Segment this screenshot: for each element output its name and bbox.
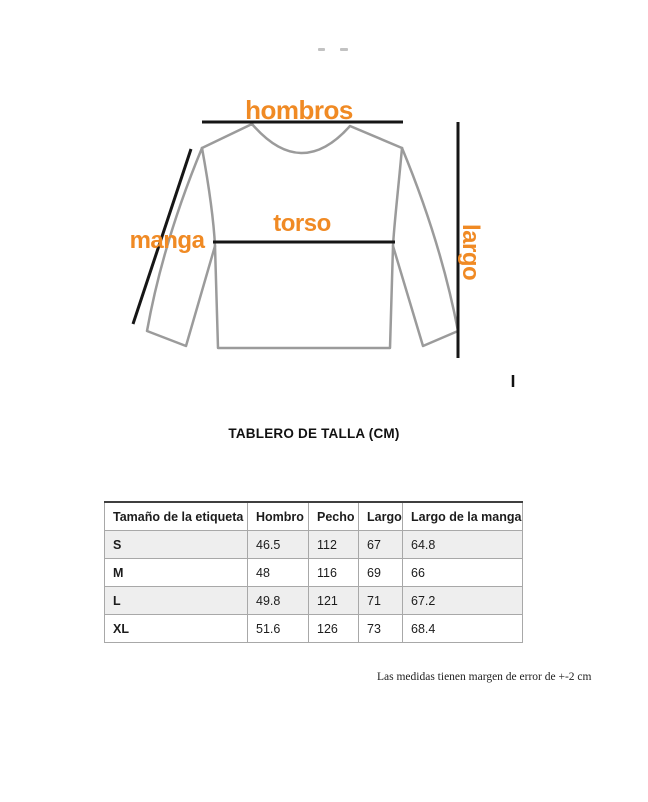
cell-chest: 126: [309, 615, 359, 643]
column-header-size: Tamaño de la etiqueta: [105, 502, 248, 531]
cell-sleeve-length: 68.4: [403, 615, 523, 643]
cell-length: 73: [359, 615, 403, 643]
shoulders-label: hombros: [245, 95, 353, 125]
cell-shoulder: 49.8: [248, 587, 309, 615]
length-label: largo: [457, 223, 484, 281]
column-header-length: Largo: [359, 502, 403, 531]
cell-length: 69: [359, 559, 403, 587]
size-table: [104, 501, 523, 643]
sleeve-label: manga: [129, 227, 205, 254]
tolerance-note: Las medidas tienen margen de error de +-2 cm: [377, 671, 592, 683]
table-header-row: [105, 502, 523, 531]
cell-size: XL: [105, 615, 248, 643]
cell-shoulder: 51.6: [248, 615, 309, 643]
table-row-m: [105, 559, 523, 587]
cell-size: S: [105, 531, 248, 559]
column-header-shoulder: Hombro: [248, 502, 309, 531]
sweater-body-outline: [202, 148, 402, 348]
sweater-right-sleeve: [393, 148, 458, 346]
cell-chest: 112: [309, 531, 359, 559]
cell-chest: 116: [309, 559, 359, 587]
cell-length: 67: [359, 531, 403, 559]
cell-sleeve-length: 66: [403, 559, 523, 587]
cell-length: 71: [359, 587, 403, 615]
torso-label: torso: [273, 210, 331, 237]
sweater-top-edge: [202, 124, 402, 153]
cell-shoulder: 48: [248, 559, 309, 587]
cell-chest: 121: [309, 587, 359, 615]
column-header-chest: Pecho: [309, 502, 359, 531]
cell-sleeve-length: 67.2: [403, 587, 523, 615]
cell-sleeve-length: 64.8: [403, 531, 523, 559]
cell-shoulder: 46.5: [248, 531, 309, 559]
column-header-sleeve-length: Largo de la manga: [403, 502, 523, 531]
cell-size: L: [105, 587, 248, 615]
table-row-s: [105, 531, 523, 559]
cell-size: M: [105, 559, 248, 587]
table-row-xl: [105, 615, 523, 643]
size-table-title: TABLERO DE TALLA (CM): [228, 426, 400, 441]
table-row-l: [105, 587, 523, 615]
